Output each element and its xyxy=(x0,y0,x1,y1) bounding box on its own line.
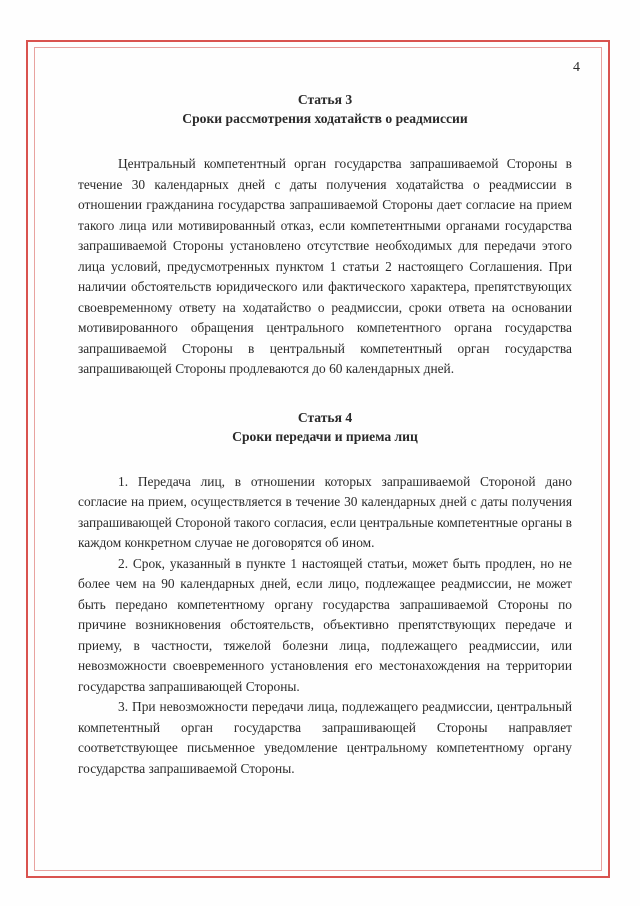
article-spacer xyxy=(78,380,572,408)
paragraph: 2. Срок, указанный в пункте 1 настоящей статьи, может быть продлен, но не более чем на 90 календарных дней, если лицо, подлежащее реадмиссии, не может быть передано компетентному органу государства запрашиваемой Стороны по причине возникновения обстоятельств, объективно препятствующих передаче и приему, в частности, тяжелой болезни лица, подлежащего реадмиссии, или невозможности своевременного установления его местонахождения на территории государства запрашивающей Стороны. xyxy=(78,555,572,694)
article-subtitle: Сроки рассмотрения ходатайств о реадмиссии xyxy=(182,111,468,126)
paragraph: 1. Передача лиц, в отношении которых запрашиваемой Стороной дано согласие на прием, осуществляется в течение 30 календарных дней с даты получения запрашивающей Стороной такого согласия, если центральные компетентные органы в каждом конкретном случае не договорятся об ином. xyxy=(78,473,572,550)
article-title: Статья 4 xyxy=(297,409,353,425)
article-4 xyxy=(78,408,572,780)
page-number: 4 xyxy=(573,60,580,75)
paragraph: 3. При невозможности передачи лица, подлежащего реадмиссии, центральный компетентный орган государства запрашивающей Стороны направляет соответствующее письменное уведомление центральному компетентному органу государства запрашиваемой Стороны. xyxy=(78,699,572,776)
article-subtitle: Сроки передачи и приема лиц xyxy=(232,428,418,444)
document-body xyxy=(78,90,572,779)
paragraph: Центральный компетентный орган государства запрашиваемой Стороны в течение 30 календарных дней с даты получения ходатайства о реадмиссии в отношении гражданина государства запрашиваемой Стороны дает согласие на прием такого лица или мотивированный отказ, если компетентными органами государства запрашиваемой Стороны установлено отсутствие необходимых для передачи этого лица условий, предусмотренных пунктом 1 статьи 2 настоящего Соглашения. При наличии обстоятельств юридического или фактического характера, препятствующих своевременному ответу на ходатайство о реадмиссии, сроки ответа на основании мотивированного обращения центрального компетентного органа государства запрашиваемой Стороны в центральный компетентный орган государства запрашивающей Стороны продлеваются до 60 календарных дней. xyxy=(78,156,572,376)
article-title: Статья 3 xyxy=(297,92,353,107)
article-3 xyxy=(78,90,572,380)
